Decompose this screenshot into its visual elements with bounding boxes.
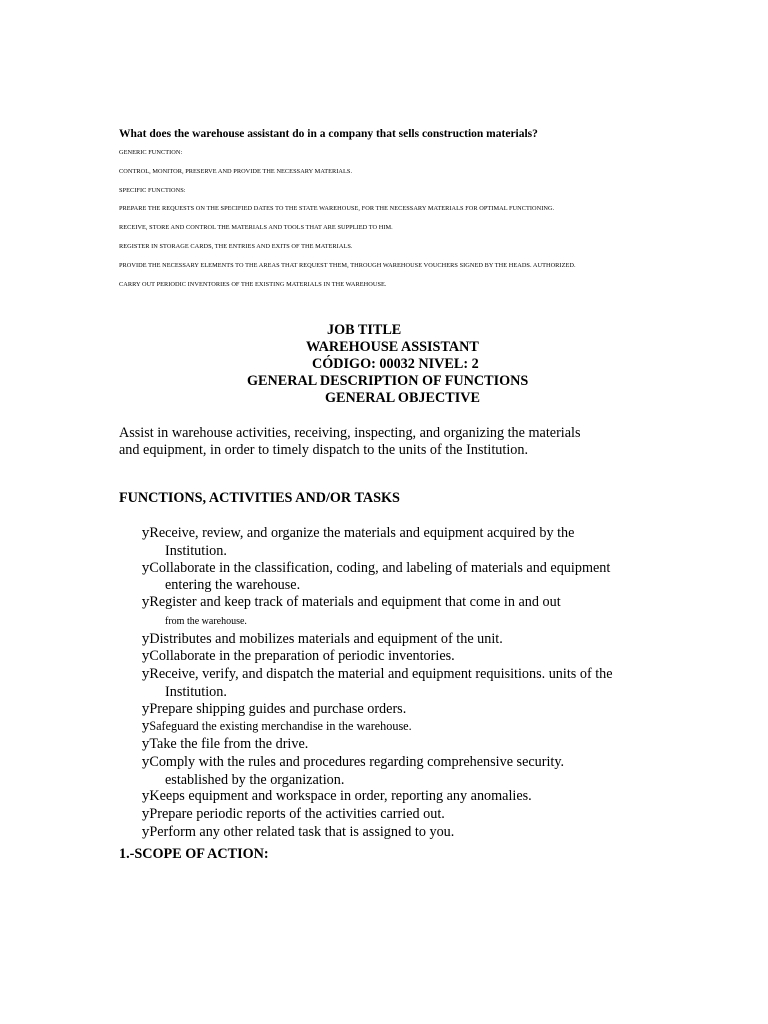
task-item <box>142 631 622 649</box>
task-item <box>142 701 622 719</box>
scope-of-action-heading: 1.-SCOPE OF ACTION: <box>119 846 269 862</box>
task-text: Register and keep track of materials and equipment that come in and out <box>149 594 561 610</box>
task-text-continuation: from the warehouse. <box>165 615 247 627</box>
task-text: Collaborate in the classification, coding, and labeling of materials and equipment entering the warehouse. <box>149 559 611 594</box>
general-description-heading: GENERAL DESCRIPTION OF FUNCTIONS <box>247 373 529 389</box>
question-heading: What does the warehouse assistant do in a company that sells construction materials? <box>119 128 538 140</box>
task-item <box>142 594 622 631</box>
task-text: Keeps equipment and workspace in order, reporting any anomalies. <box>149 788 532 805</box>
functions-heading: FUNCTIONS, ACTIVITIES AND/OR TASKS <box>119 490 400 506</box>
general-objective-text: Assist in warehouse activities, receiving, inspecting, and organizing the materials and equipment, in order to timely dispatch to the units of the Institution. <box>119 425 581 458</box>
bullet-glyph: y <box>142 701 150 717</box>
bullet-glyph: y <box>142 631 150 647</box>
task-item <box>142 806 622 824</box>
bullet-glyph: y <box>142 737 150 752</box>
task-text: Prepare shipping guides and purchase orders. <box>149 700 407 717</box>
bullet-glyph: y <box>142 667 150 682</box>
task-item <box>142 525 622 560</box>
task-item <box>142 648 622 666</box>
specific-function-item: PREPARE THE REQUESTS ON THE SPECIFIED DATES TO THE STATE WAREHOUSE, FOR THE NECESSARY MATERIALS FOR OPTIMAL FUNCTIONING. <box>119 205 555 213</box>
task-item <box>142 824 622 842</box>
task-text: Receive, review, and organize the materials and equipment acquired by the Institution. <box>149 525 575 559</box>
task-item <box>142 788 622 806</box>
bullet-glyph: y <box>142 789 150 805</box>
task-list <box>142 525 622 842</box>
bullet-glyph: y <box>142 649 150 665</box>
bullet-glyph: y <box>142 595 150 610</box>
job-title-block <box>0 322 768 407</box>
job-code-level: CÓDIGO: 00032 NIVEL: 2 <box>312 356 479 372</box>
task-text: Comply with the rules and procedures regarding comprehensive security. established by the organization. <box>149 753 565 788</box>
task-text: Distributes and mobilizes materials and equipment of the unit. <box>149 630 503 647</box>
specific-function-item: PROVIDE THE NECESSARY ELEMENTS TO THE AREAS THAT REQUEST THEM, THROUGH WAREHOUSE VOUCHERS SIGNED BY THE HEADS. AUTHORIZED. <box>119 261 576 269</box>
general-objective-heading: GENERAL OBJECTIVE <box>325 390 480 406</box>
bullet-glyph: y <box>142 526 150 541</box>
task-text: Perform any other related task that is assigned to you. <box>149 823 455 840</box>
task-item <box>142 718 622 736</box>
bullet-glyph: y <box>142 560 150 576</box>
task-item <box>142 666 622 701</box>
generic-specific-functions-section <box>119 149 639 299</box>
bullet-glyph: y <box>142 719 150 735</box>
specific-function-item: RECEIVE, STORE AND CONTROL THE MATERIALS AND TOOLS THAT ARE SUPPLIED TO HIM. <box>119 224 393 232</box>
task-item <box>142 560 622 595</box>
job-title-label: JOB TITLE <box>327 322 402 338</box>
generic-function-label: GENERIC FUNCTION: <box>119 149 183 156</box>
specific-function-item: CARRY OUT PERIODIC INVENTORIES OF THE EXISTING MATERIALS IN THE WAREHOUSE. <box>119 280 387 288</box>
specific-function-item: REGISTER IN STORAGE CARDS, THE ENTRIES AND EXITS OF THE MATERIALS. <box>119 242 353 250</box>
bullet-glyph: y <box>142 824 150 840</box>
bullet-glyph: y <box>142 754 150 770</box>
job-title-name: WAREHOUSE ASSISTANT <box>306 339 479 355</box>
task-text: Receive, verify, and dispatch the material and equipment requisitions. units of the Institution. <box>149 666 613 700</box>
task-text: Collaborate in the preparation of periodic inventories. <box>149 648 455 665</box>
task-text: Prepare periodic reports of the activities carried out. <box>149 806 445 822</box>
bullet-glyph: y <box>142 807 150 822</box>
task-text: Safeguard the existing merchandise in the warehouse. <box>149 719 412 734</box>
task-text: Take the file from the drive. <box>149 736 309 752</box>
task-item <box>142 736 622 754</box>
generic-function-text: CONTROL, MONITOR, PRESERVE AND PROVIDE THE NECESSARY MATERIALS. <box>119 167 353 175</box>
task-item <box>142 754 622 789</box>
specific-functions-label: SPECIFIC FUNCTIONS: <box>119 186 186 194</box>
